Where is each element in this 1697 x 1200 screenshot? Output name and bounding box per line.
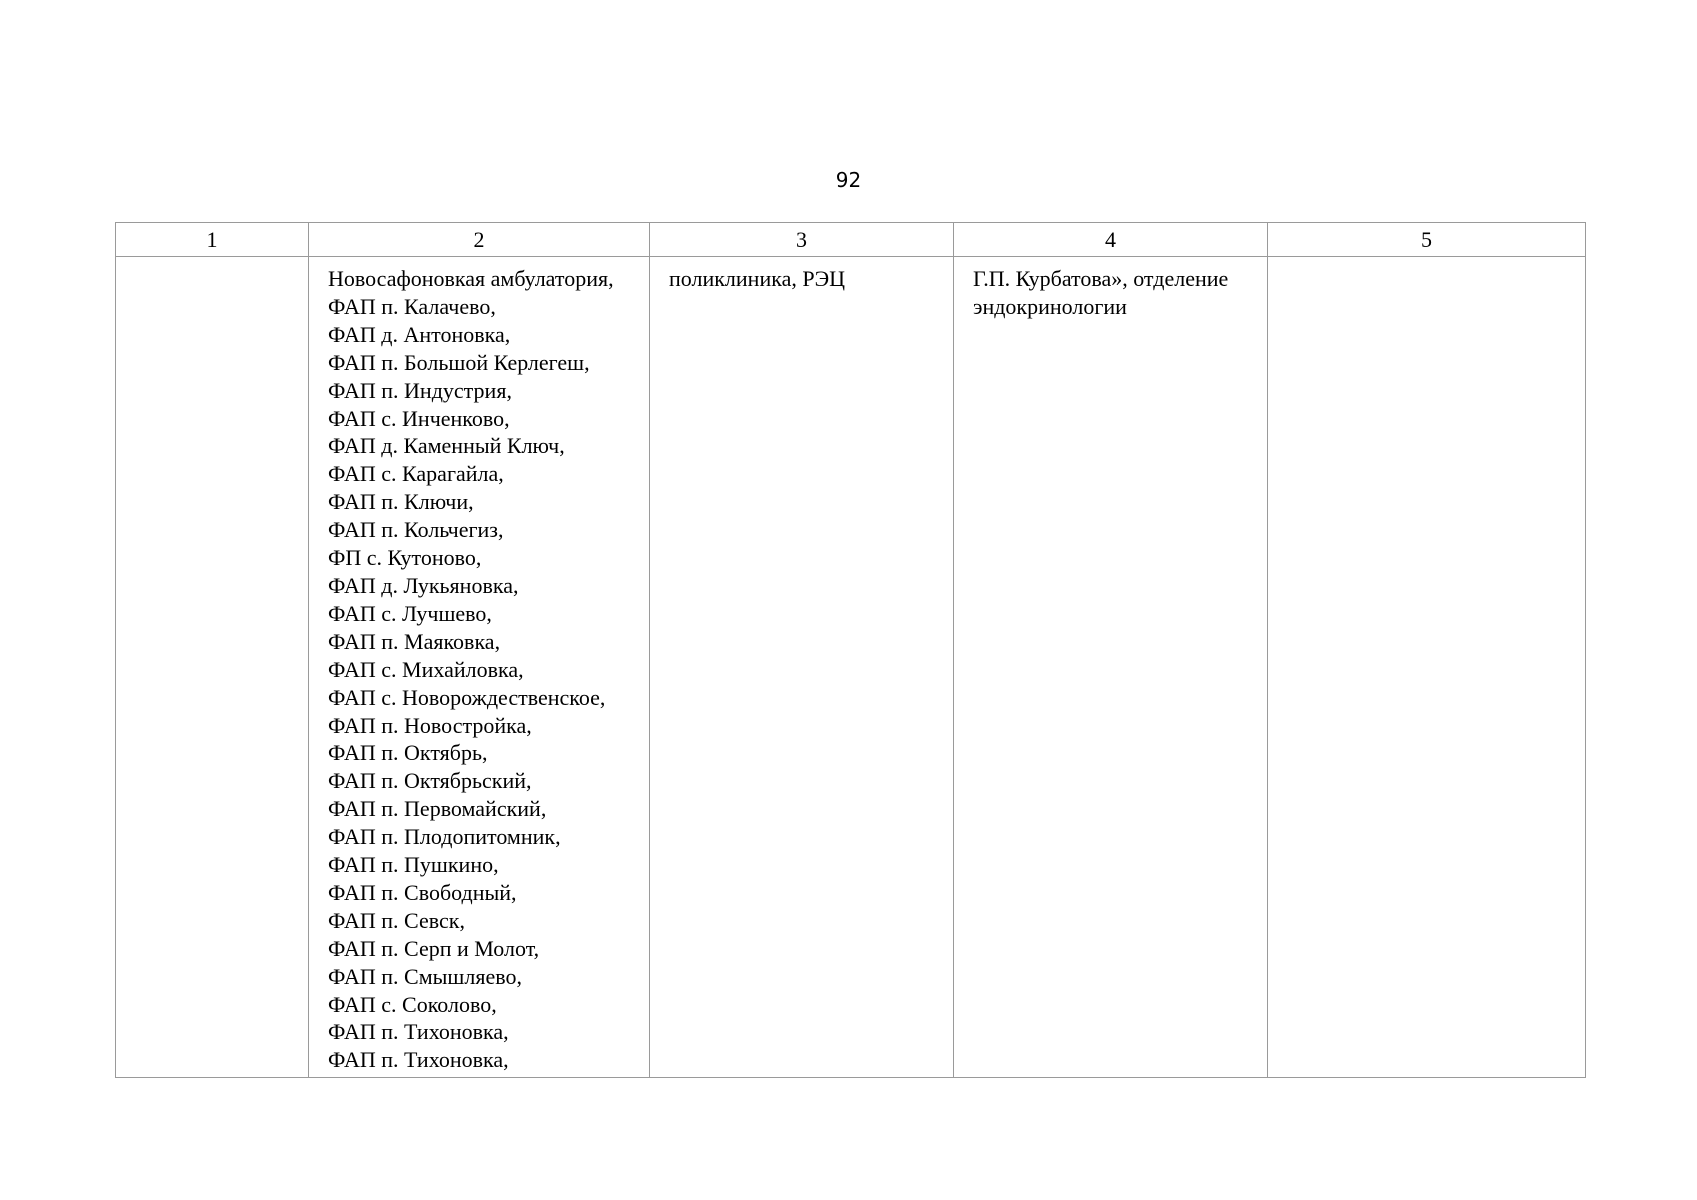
cell-text-line: Г.П. Курбатова», отделение (973, 266, 1229, 291)
cell-text-line: ФАП п. Тихоновка, (328, 1047, 509, 1073)
cell-text-line: ФАП п. Новостройка, (328, 712, 532, 738)
cell-text-line: ФАП с. Лучшево, (328, 600, 492, 626)
column-header-4: 4 (954, 223, 1268, 257)
cell-text-line: ФАП п. Первомайский, (328, 796, 547, 822)
cell-text-line: ФАП п. Свободный, (328, 879, 517, 905)
cell-text-line: ФП с. Кутоново, (328, 545, 482, 571)
cell-text-line: ФАП п. Октябрь, (328, 740, 488, 766)
cell-text-line: ФАП д. Каменный Ключ, (328, 433, 565, 459)
cell-text-line: ФАП п. Калачево, (328, 293, 496, 319)
page-number: 92 (835, 168, 862, 192)
cell-text-line: ФАП с. Новорождественское, (328, 684, 606, 710)
column-header-1: 1 (116, 223, 309, 257)
cell-text-line: ФАП с. Михайловка, (328, 656, 524, 682)
cell-text-line: ФАП с. Карагайла, (328, 461, 504, 487)
table-row (116, 257, 1586, 1078)
cell-text-line: ФАП п. Плодопитомник, (328, 824, 561, 850)
cell-text-line: поликлиника, РЭЦ (669, 266, 845, 291)
cell-text-line: ФАП с. Соколово, (328, 991, 497, 1017)
cell-text-line: ФАП д. Антоновка, (328, 321, 511, 347)
table-cell-col4 (954, 257, 1268, 1078)
column-header-3: 3 (650, 223, 954, 257)
cell-text-line: ФАП п. Севск, (328, 907, 465, 933)
cell-text-line: ФАП п. Смышляево, (328, 963, 522, 989)
cell-text-line: Новосафоновкая амбулатория, (328, 266, 614, 291)
table-cell-col3 (650, 257, 954, 1078)
column-header-2: 2 (309, 223, 650, 257)
table-cell-col1 (116, 257, 309, 1078)
table-cell-col5 (1268, 257, 1586, 1078)
cell-text-line: ФАП с. Инченково, (328, 405, 510, 431)
cell-text-line: ФАП п. Маяковка, (328, 628, 501, 654)
cell-text-line: ФАП п. Кольчегиз, (328, 517, 504, 543)
cell-text-line: ФАП п. Ключи, (328, 489, 474, 515)
table-cell-col2 (309, 257, 650, 1078)
cell-text-line: ФАП д. Лукьяновка, (328, 572, 519, 598)
cell-text-line: ФАП п. Индустрия, (328, 377, 512, 403)
document-table (115, 222, 1586, 1078)
cell-text-line: ФАП п. Октябрьский, (328, 768, 532, 794)
table-header-row (116, 223, 1586, 257)
cell-text-line: эндокринологии (973, 293, 1127, 319)
column-header-5: 5 (1268, 223, 1586, 257)
cell-text-line: ФАП п. Серп и Молот, (328, 935, 540, 961)
cell-text-line: ФАП п. Большой Керлегеш, (328, 349, 590, 375)
cell-text-line: ФАП п. Тихоновка, (328, 1019, 509, 1045)
cell-text-line: ФАП п. Пушкино, (328, 852, 499, 878)
